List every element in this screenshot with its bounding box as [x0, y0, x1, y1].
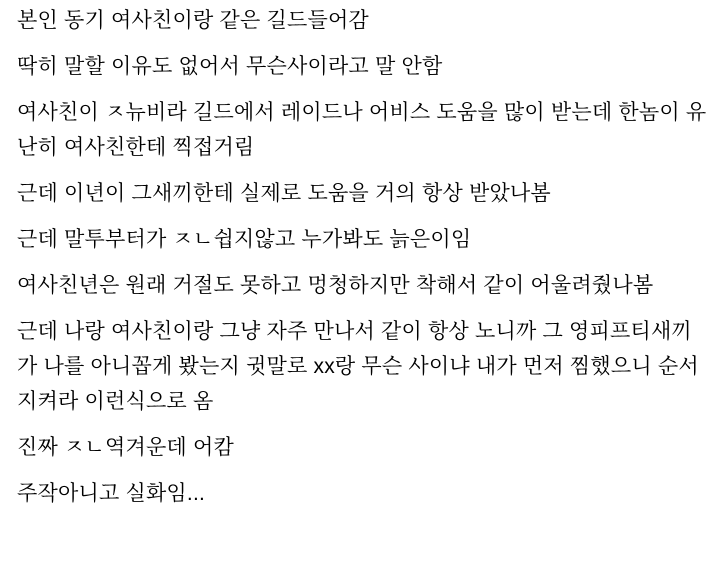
post-paragraph-6: 여사친년은 원래 거절도 못하고 멍청하지만 착해서 같이 어울려줬나봄: [17, 274, 654, 297]
post-paragraph-4: 근데 이년이 그새끼한테 실제로 도움을 거의 항상 받았나봄: [17, 182, 551, 205]
post-paragraph-9: 주작아니고 실화임...: [17, 482, 206, 505]
post-paragraph-5: 근데 말투부터가 ㅈㄴ쉽지않고 누가봐도 늙은이임: [17, 228, 472, 251]
post-paragraph-8: 진짜 ㅈㄴ역겨운데 어캄: [17, 436, 234, 459]
post-paragraph-1: 본인 동기 여사친이랑 같은 길드들어감: [17, 9, 369, 32]
post-paragraph-3: 여사친이 ㅈ뉴비라 길드에서 레이드나 어비스 도움을 많이 받는데 한놈이 유난히 여사친한테 찍접거림: [17, 101, 707, 159]
post-paragraph-7: 근데 나랑 여사친이랑 그냥 자주 만나서 같이 항상 노니까 그 영피프티새끼가 나를 아니꼽게 봤는지 귓말로 xx랑 무슨 사이냐 내가 먼저 찜했으니 순서지켜라 이런식으로 옴: [17, 320, 699, 413]
post-paragraph-2: 딱히 말할 이유도 없어서 무슨사이라고 말 안함: [17, 55, 443, 78]
